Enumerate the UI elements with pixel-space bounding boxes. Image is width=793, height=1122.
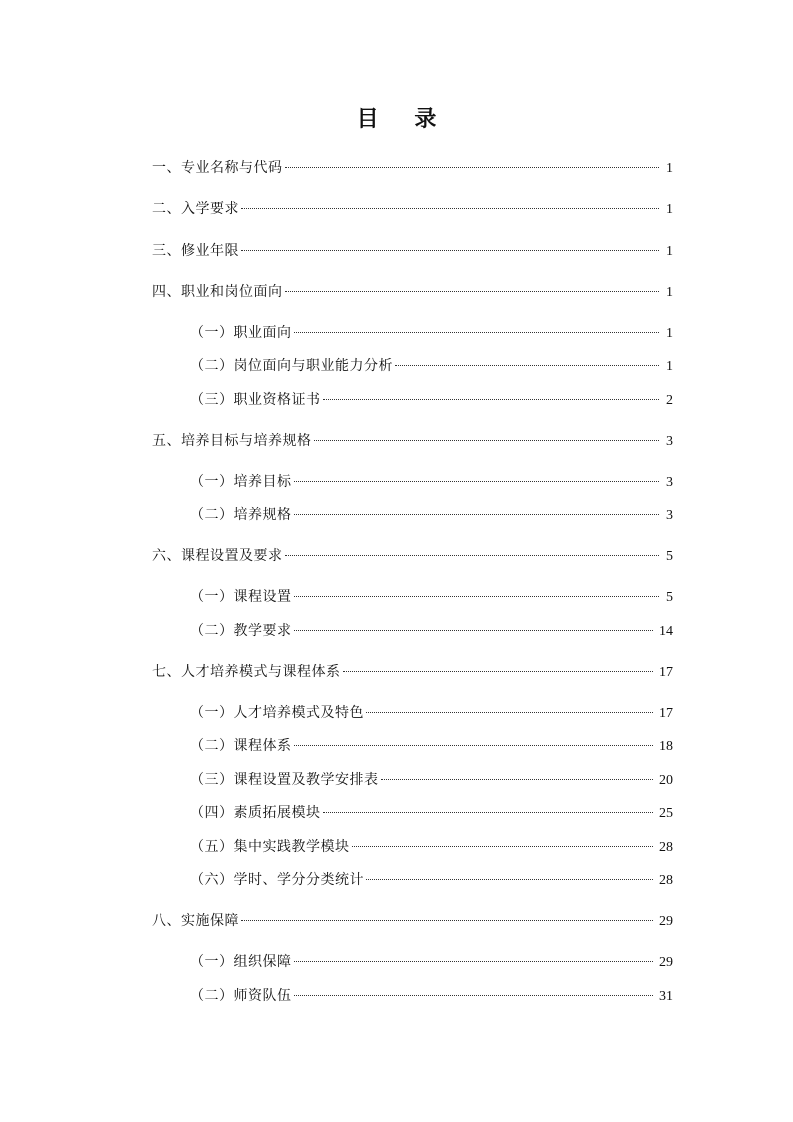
toc-entry[interactable]: [190, 702, 673, 724]
dot-leader: [294, 513, 660, 515]
toc-entry-label: 二、入学要求: [152, 201, 239, 217]
toc-entry[interactable]: [190, 504, 673, 526]
toc-entry-label: （三）课程设置及教学安排表: [190, 772, 379, 788]
toc-entry-page: 1: [666, 359, 673, 374]
toc-entry[interactable]: [152, 430, 673, 452]
toc-entry-label: （一）课程设置: [190, 589, 292, 605]
toc-entry[interactable]: [190, 769, 673, 791]
dot-leader: [285, 554, 660, 556]
toc-entry-label: （一）培养目标: [190, 474, 292, 490]
toc-entry-label: 八、实施保障: [152, 913, 239, 929]
toc-entry-page: 29: [659, 955, 673, 970]
toc-entry[interactable]: [152, 240, 673, 262]
toc-entry-page: 3: [666, 475, 673, 490]
dot-leader: [395, 364, 659, 366]
toc-entry-page: 17: [659, 706, 673, 721]
toc-entry-page: 28: [659, 840, 673, 855]
toc-entry-page: 31: [659, 989, 673, 1004]
toc-entry-label: 一、专业名称与代码: [152, 160, 283, 176]
dot-leader: [241, 919, 653, 921]
toc-entry-page: 17: [659, 665, 673, 680]
toc-entry-page: 29: [659, 914, 673, 929]
dot-leader: [294, 331, 660, 333]
dot-leader: [294, 595, 660, 597]
dot-leader: [352, 845, 654, 847]
toc-entry-label: （二）岗位面向与职业能力分析: [190, 358, 393, 374]
toc-entry[interactable]: [190, 389, 673, 411]
toc-entry-label: 七、人才培养模式与课程体系: [152, 664, 341, 680]
toc-entry[interactable]: [190, 620, 673, 642]
toc-entry[interactable]: [190, 471, 673, 493]
toc-entry-label: （二）师资队伍: [190, 988, 292, 1004]
dot-leader: [294, 960, 654, 962]
toc-entry-label: （三）职业资格证书: [190, 392, 321, 408]
toc-entry-page: 1: [666, 161, 673, 176]
toc-entry[interactable]: [190, 951, 673, 973]
dot-leader: [285, 290, 660, 292]
dot-leader: [381, 778, 654, 780]
dot-leader: [294, 994, 654, 996]
toc-entry[interactable]: [152, 281, 673, 303]
toc-entry-page: 3: [666, 434, 673, 449]
toc-entry-label: （六）学时、学分分类统计: [190, 872, 364, 888]
dot-leader: [323, 398, 660, 400]
toc-entry-page: 28: [659, 873, 673, 888]
dot-leader: [285, 166, 660, 168]
dot-leader: [241, 207, 659, 209]
dot-leader: [366, 711, 653, 713]
toc-entry-label: （二）课程体系: [190, 738, 292, 754]
toc-entry-label: （二）培养规格: [190, 507, 292, 523]
dot-leader: [366, 878, 653, 880]
toc-entry-page: 1: [666, 326, 673, 341]
toc-entry[interactable]: [152, 910, 673, 932]
toc-entry-page: 18: [659, 739, 673, 754]
toc-entry[interactable]: [190, 802, 673, 824]
toc-entry[interactable]: [190, 355, 673, 377]
toc-entry-page: 1: [666, 244, 673, 259]
toc-entry-label: （四）素质拓展模块: [190, 805, 321, 821]
toc-entry-label: 四、职业和岗位面向: [152, 284, 283, 300]
toc-entry[interactable]: [152, 545, 673, 567]
toc-entry-label: （一）职业面向: [190, 325, 292, 341]
toc-title: 目 录: [356, 107, 451, 132]
toc-entry[interactable]: [152, 157, 673, 179]
toc-entry-label: 六、课程设置及要求: [152, 548, 283, 564]
toc-entry-label: 三、修业年限: [152, 243, 239, 259]
dot-leader: [294, 629, 654, 631]
toc-entry[interactable]: [190, 985, 673, 1007]
toc-entry[interactable]: [190, 322, 673, 344]
toc-entry-page: 20: [659, 773, 673, 788]
toc-entry[interactable]: [190, 735, 673, 757]
dot-leader: [323, 811, 654, 813]
toc-entry-label: （五）集中实践教学模块: [190, 839, 350, 855]
toc-entry-label: （一）组织保障: [190, 954, 292, 970]
toc-entry-page: 1: [666, 285, 673, 300]
toc-entry-page: 5: [666, 549, 673, 564]
toc-entry-label: 五、培养目标与培养规格: [152, 433, 312, 449]
dot-leader: [343, 670, 654, 672]
dot-leader: [314, 439, 660, 441]
toc-entry-page: 1: [666, 202, 673, 217]
toc-entry[interactable]: [190, 869, 673, 891]
dot-leader: [294, 480, 660, 482]
toc-entry-page: 14: [659, 624, 673, 639]
toc-entry-page: 25: [659, 806, 673, 821]
dot-leader: [241, 249, 659, 251]
dot-leader: [294, 744, 654, 746]
toc-entry[interactable]: [190, 586, 673, 608]
toc-entry[interactable]: [190, 836, 673, 858]
toc-entry-label: （二）教学要求: [190, 623, 292, 639]
toc-entry-page: 5: [666, 590, 673, 605]
toc-entry-page: 2: [666, 393, 673, 408]
toc-entry[interactable]: [152, 661, 673, 683]
toc-entry-label: （一）人才培养模式及特色: [190, 705, 364, 721]
toc-entry-page: 3: [666, 508, 673, 523]
toc-entry[interactable]: [152, 198, 673, 220]
